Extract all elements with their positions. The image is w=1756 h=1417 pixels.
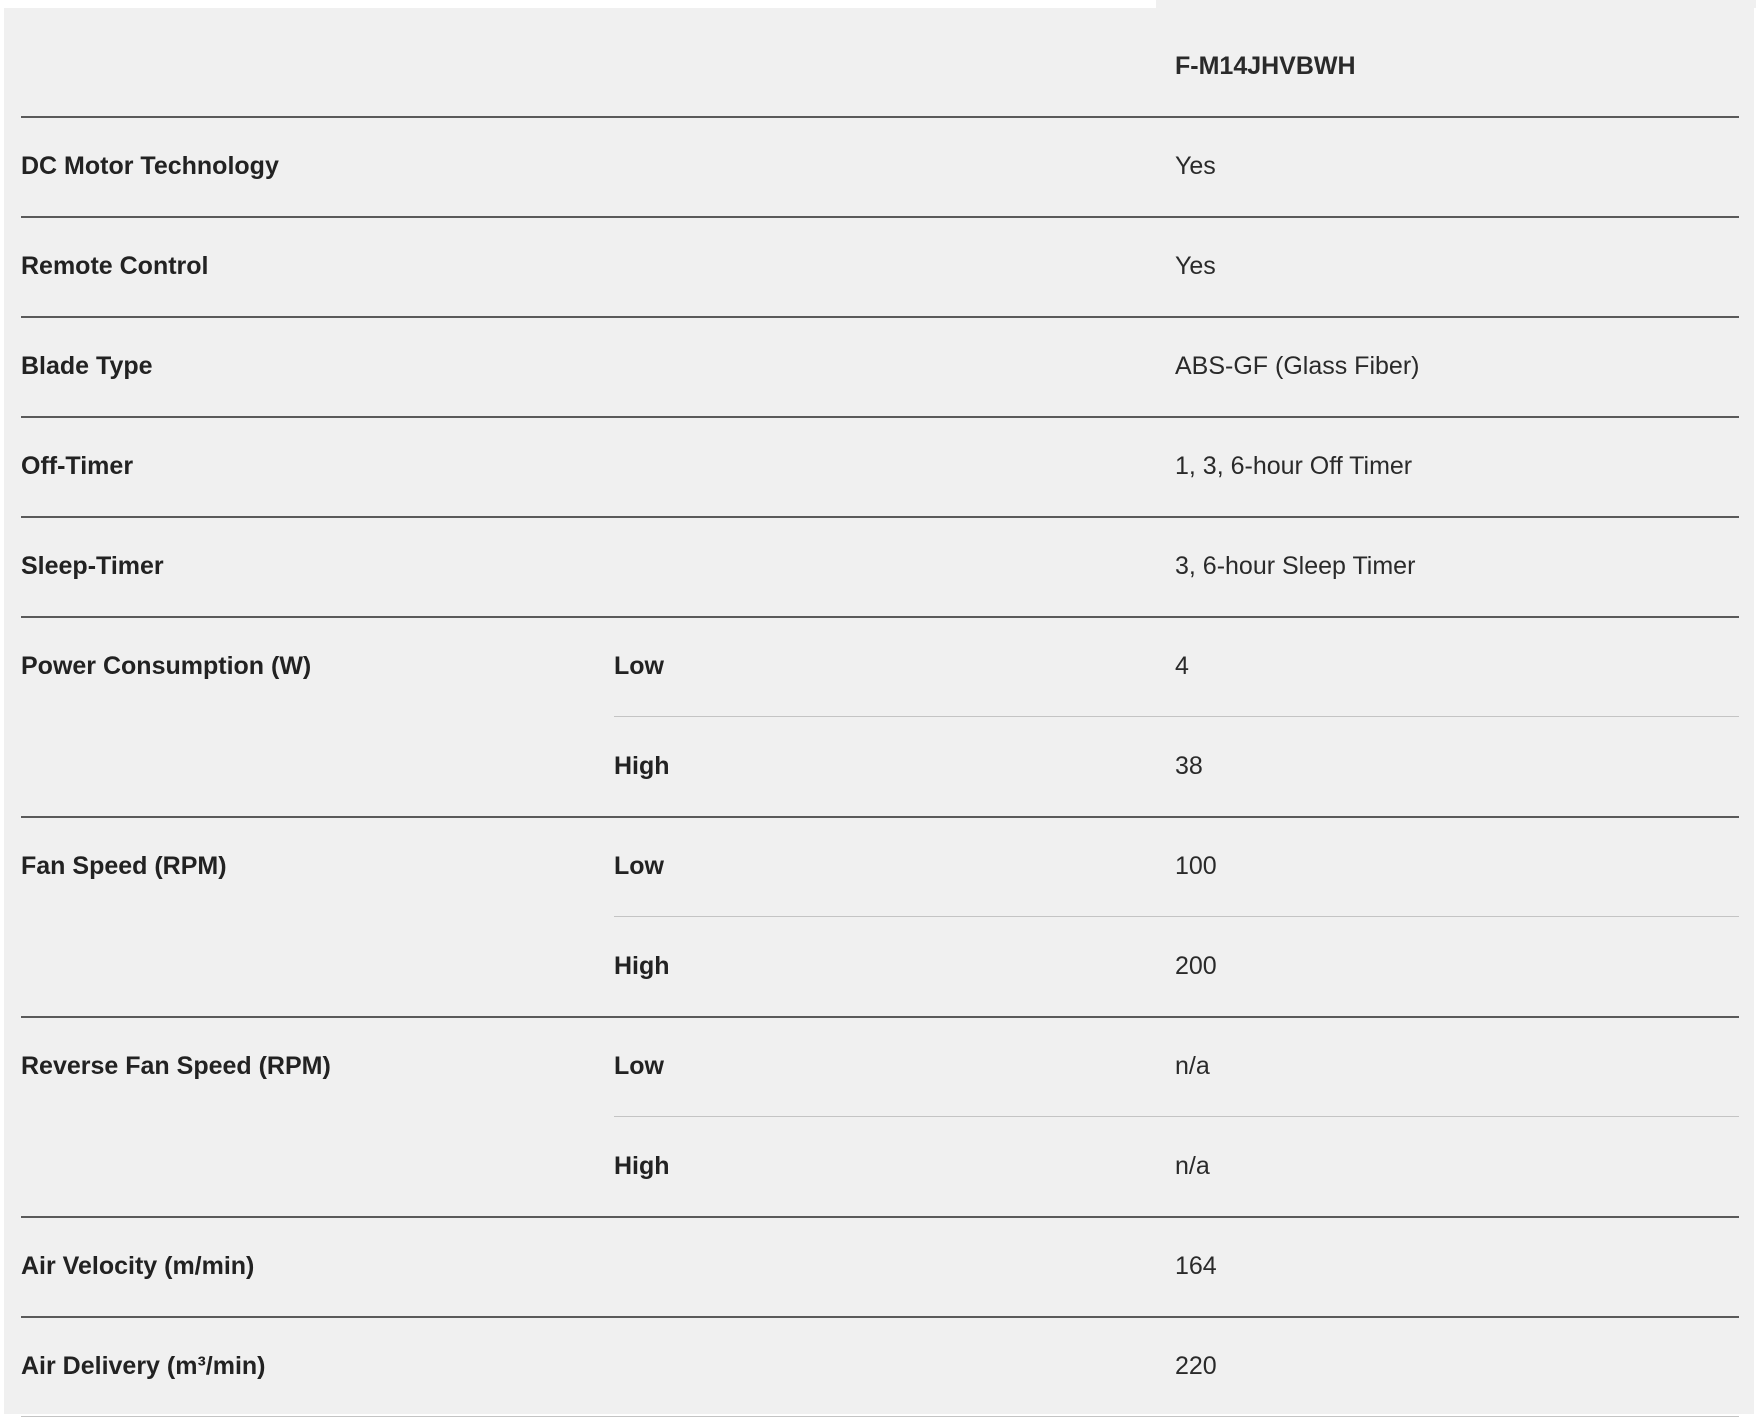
spec-value: 3, 6-hour Sleep Timer (1175, 551, 1416, 580)
sub-label-low: Low (614, 1051, 664, 1080)
spec-value: 220 (1175, 1351, 1217, 1380)
spec-label: Air Velocity (m/min) (21, 1251, 255, 1280)
spec-row-power-consumption (21, 616, 1739, 818)
spec-value: ABS-GF (Glass Fiber) (1175, 351, 1420, 380)
spec-row-remote-control (21, 216, 1739, 318)
model-name: F-M14JHVBWH (1175, 51, 1356, 80)
spec-label: Off-Timer (21, 451, 134, 480)
spec-row-fan-speed (21, 816, 1739, 1018)
sub-label-low: Low (614, 651, 664, 680)
spec-row-dc-motor (21, 116, 1739, 218)
spec-label: DC Motor Technology (21, 151, 279, 180)
spec-label: Fan Speed (RPM) (21, 851, 227, 880)
spec-value-high: 200 (1175, 951, 1217, 980)
spec-value-low: 100 (1175, 851, 1217, 880)
spec-row-air-velocity (21, 1216, 1739, 1318)
spec-label: Reverse Fan Speed (RPM) (21, 1051, 331, 1080)
spec-value-low: 4 (1175, 651, 1189, 680)
spec-row-blade-type (21, 316, 1739, 418)
sub-row-divider (614, 716, 1739, 717)
spec-row-air-delivery (21, 1316, 1739, 1417)
header-strip (1156, 0, 1756, 8)
spec-table (4, 8, 1754, 1414)
spec-value-high: n/a (1175, 1151, 1210, 1180)
sub-label-high: High (614, 951, 670, 980)
spec-label: Power Consumption (W) (21, 651, 312, 680)
spec-label: Sleep-Timer (21, 551, 164, 580)
sub-label-high: High (614, 751, 670, 780)
spec-row-sleep-timer (21, 516, 1739, 618)
spec-value: Yes (1175, 151, 1216, 180)
header-row (21, 16, 1739, 118)
spec-label: Blade Type (21, 351, 153, 380)
spec-label: Remote Control (21, 251, 209, 280)
spec-label: Air Delivery (m³/min) (21, 1351, 266, 1380)
spec-row-reverse-fan-speed (21, 1016, 1739, 1218)
sub-label-high: High (614, 1151, 670, 1180)
spec-value: 1, 3, 6-hour Off Timer (1175, 451, 1413, 480)
sub-row-divider (614, 1116, 1739, 1117)
spec-row-off-timer (21, 416, 1739, 518)
spec-value-high: 38 (1175, 751, 1203, 780)
spec-value: Yes (1175, 251, 1216, 280)
sub-row-divider (614, 916, 1739, 917)
sub-label-low: Low (614, 851, 664, 880)
spec-value-low: n/a (1175, 1051, 1210, 1080)
spec-value: 164 (1175, 1251, 1217, 1280)
